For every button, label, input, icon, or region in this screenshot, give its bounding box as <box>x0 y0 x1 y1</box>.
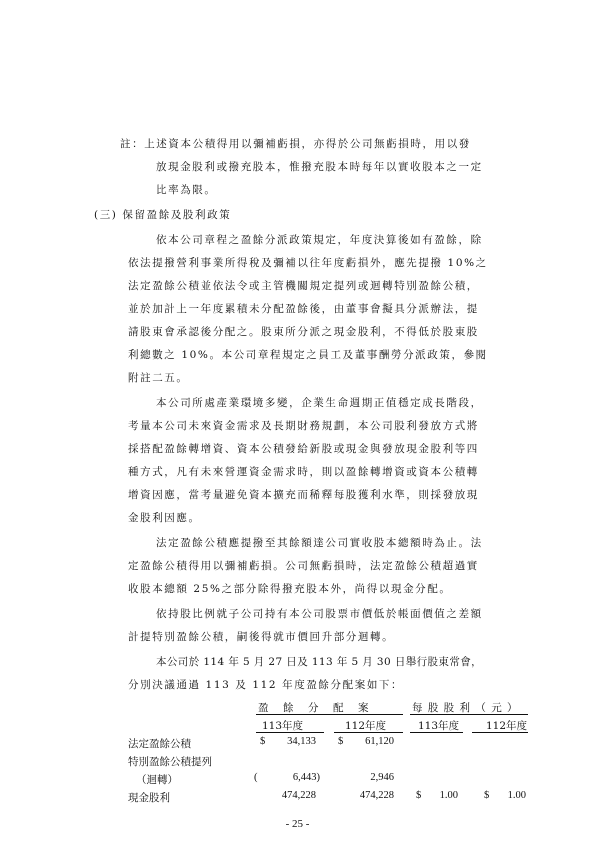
table-header-dividend-per-share: 每 股 股 利 （ 元 ） <box>412 702 519 714</box>
para3-line: 定盈餘公積得用以彌補虧損。公司無虧損時，法定盈餘公積超過實 <box>128 560 479 572</box>
para1-line: 附註二五。 <box>128 372 189 384</box>
value-112: 2,946 <box>370 772 394 783</box>
para2-line: 種方式，凡有未來營運資金需求時，則以盈餘轉增資或資本公積轉 <box>128 466 479 478</box>
value-113: 6,443) <box>292 772 320 783</box>
value-112: 61,120 <box>365 736 394 747</box>
para1-line: 並於加計上一年度累積未分配盈餘後，由董事會擬具分派辦法，提 <box>128 303 479 315</box>
note-line-1: 註：上述資本公積得用以彌補虧損，亦得於公司無虧損時，用以發 <box>120 138 471 150</box>
column-header-eps-112: 112年度 <box>486 720 528 732</box>
currency-sign: $ <box>338 736 344 747</box>
page-number: - 25 - <box>285 818 310 830</box>
para1-line: 法定盈餘公積並依法令或主管機關規定提列或迴轉特別盈餘公積， <box>128 280 479 292</box>
header-rule <box>256 714 403 715</box>
currency-sign: $ <box>416 790 422 801</box>
row-label: 現金股利 <box>128 792 170 804</box>
para1-line: 依法提撥營利事業所得稅及彌補以往年度虧損外，應先提撥 10%之 <box>128 257 488 269</box>
para1-line: 依本公司章程之盈餘分派政策規定，年度決算後如有盈餘，除 <box>156 234 483 246</box>
header-rule <box>472 732 528 733</box>
para4-line: 計提特別盈餘公積，嗣後得就市價回升部分迴轉。 <box>128 631 395 643</box>
eps-112: 1.00 <box>507 790 526 801</box>
row-label: （迴轉） <box>136 774 178 786</box>
header-rule <box>410 732 463 733</box>
eps-113: 1.00 <box>439 790 458 801</box>
currency-sign: $ <box>260 736 266 747</box>
header-rule <box>256 732 324 733</box>
para2-line: 金股利因應。 <box>128 512 201 524</box>
para3-line: 法定盈餘公積應提撥至其餘額達公司實收股本總額時為止。法 <box>156 537 483 549</box>
note-line-3: 比率為限。 <box>156 184 217 196</box>
table-header-distribution: 盈 餘 分 配 案 <box>258 702 371 714</box>
row-label: 法定盈餘公積 <box>128 738 191 750</box>
section-heading: (三) 保留盈餘及股利政策 <box>94 209 232 221</box>
note-line-2: 放現金股利或撥充股本，惟撥充股本時每年以實收股本之一定 <box>156 161 483 173</box>
para2-line: 考量本公司未來資金需求及長期財務規劃，本公司股利發放方式將 <box>128 420 479 432</box>
header-rule <box>334 732 403 733</box>
para5-line: 本公司於 114 年 5 月 27 日及 113 年 5 月 30 日舉行股東常會， <box>156 656 483 668</box>
para4-line: 依持股比例就子公司持有本公司股票市價低於帳面價值之差額 <box>156 608 483 620</box>
column-header-112: 112年度 <box>345 720 387 732</box>
value-112: 474,228 <box>359 790 394 801</box>
value-113: 34,133 <box>287 736 316 747</box>
para5-line: 分別決議通過 113 及 112 年度盈餘分配案如下： <box>128 679 404 691</box>
column-header-eps-113: 113年度 <box>418 720 460 732</box>
negative-paren: ( <box>254 772 258 783</box>
para3-line: 收股本總額 25%之部分除得撥充股本外，尚得以現金分配。 <box>128 583 452 595</box>
header-rule <box>410 714 528 715</box>
para2-line: 本公司所處產業環境多變，企業生命週期正值穩定成長階段， <box>156 397 483 409</box>
currency-sign: $ <box>484 790 490 801</box>
para1-line: 請股東會承認後分配之。股東所分派之現金股利，不得低於股東股 <box>128 326 479 338</box>
row-label: 特別盈餘公積提列 <box>128 756 212 768</box>
para1-line: 利總數之 10%。本公司章程規定之員工及董事酬勞分派政策，參閱 <box>128 349 488 361</box>
para2-line: 採搭配盈餘轉增資、資本公積發給新股或現金與發放現金股利等四 <box>128 443 479 455</box>
value-113: 474,228 <box>281 790 316 801</box>
column-header-113: 113年度 <box>262 720 304 732</box>
para2-line: 增資因應，當考量避免資本擴充而稀釋每股獲利水準，則採發放現 <box>128 489 479 501</box>
